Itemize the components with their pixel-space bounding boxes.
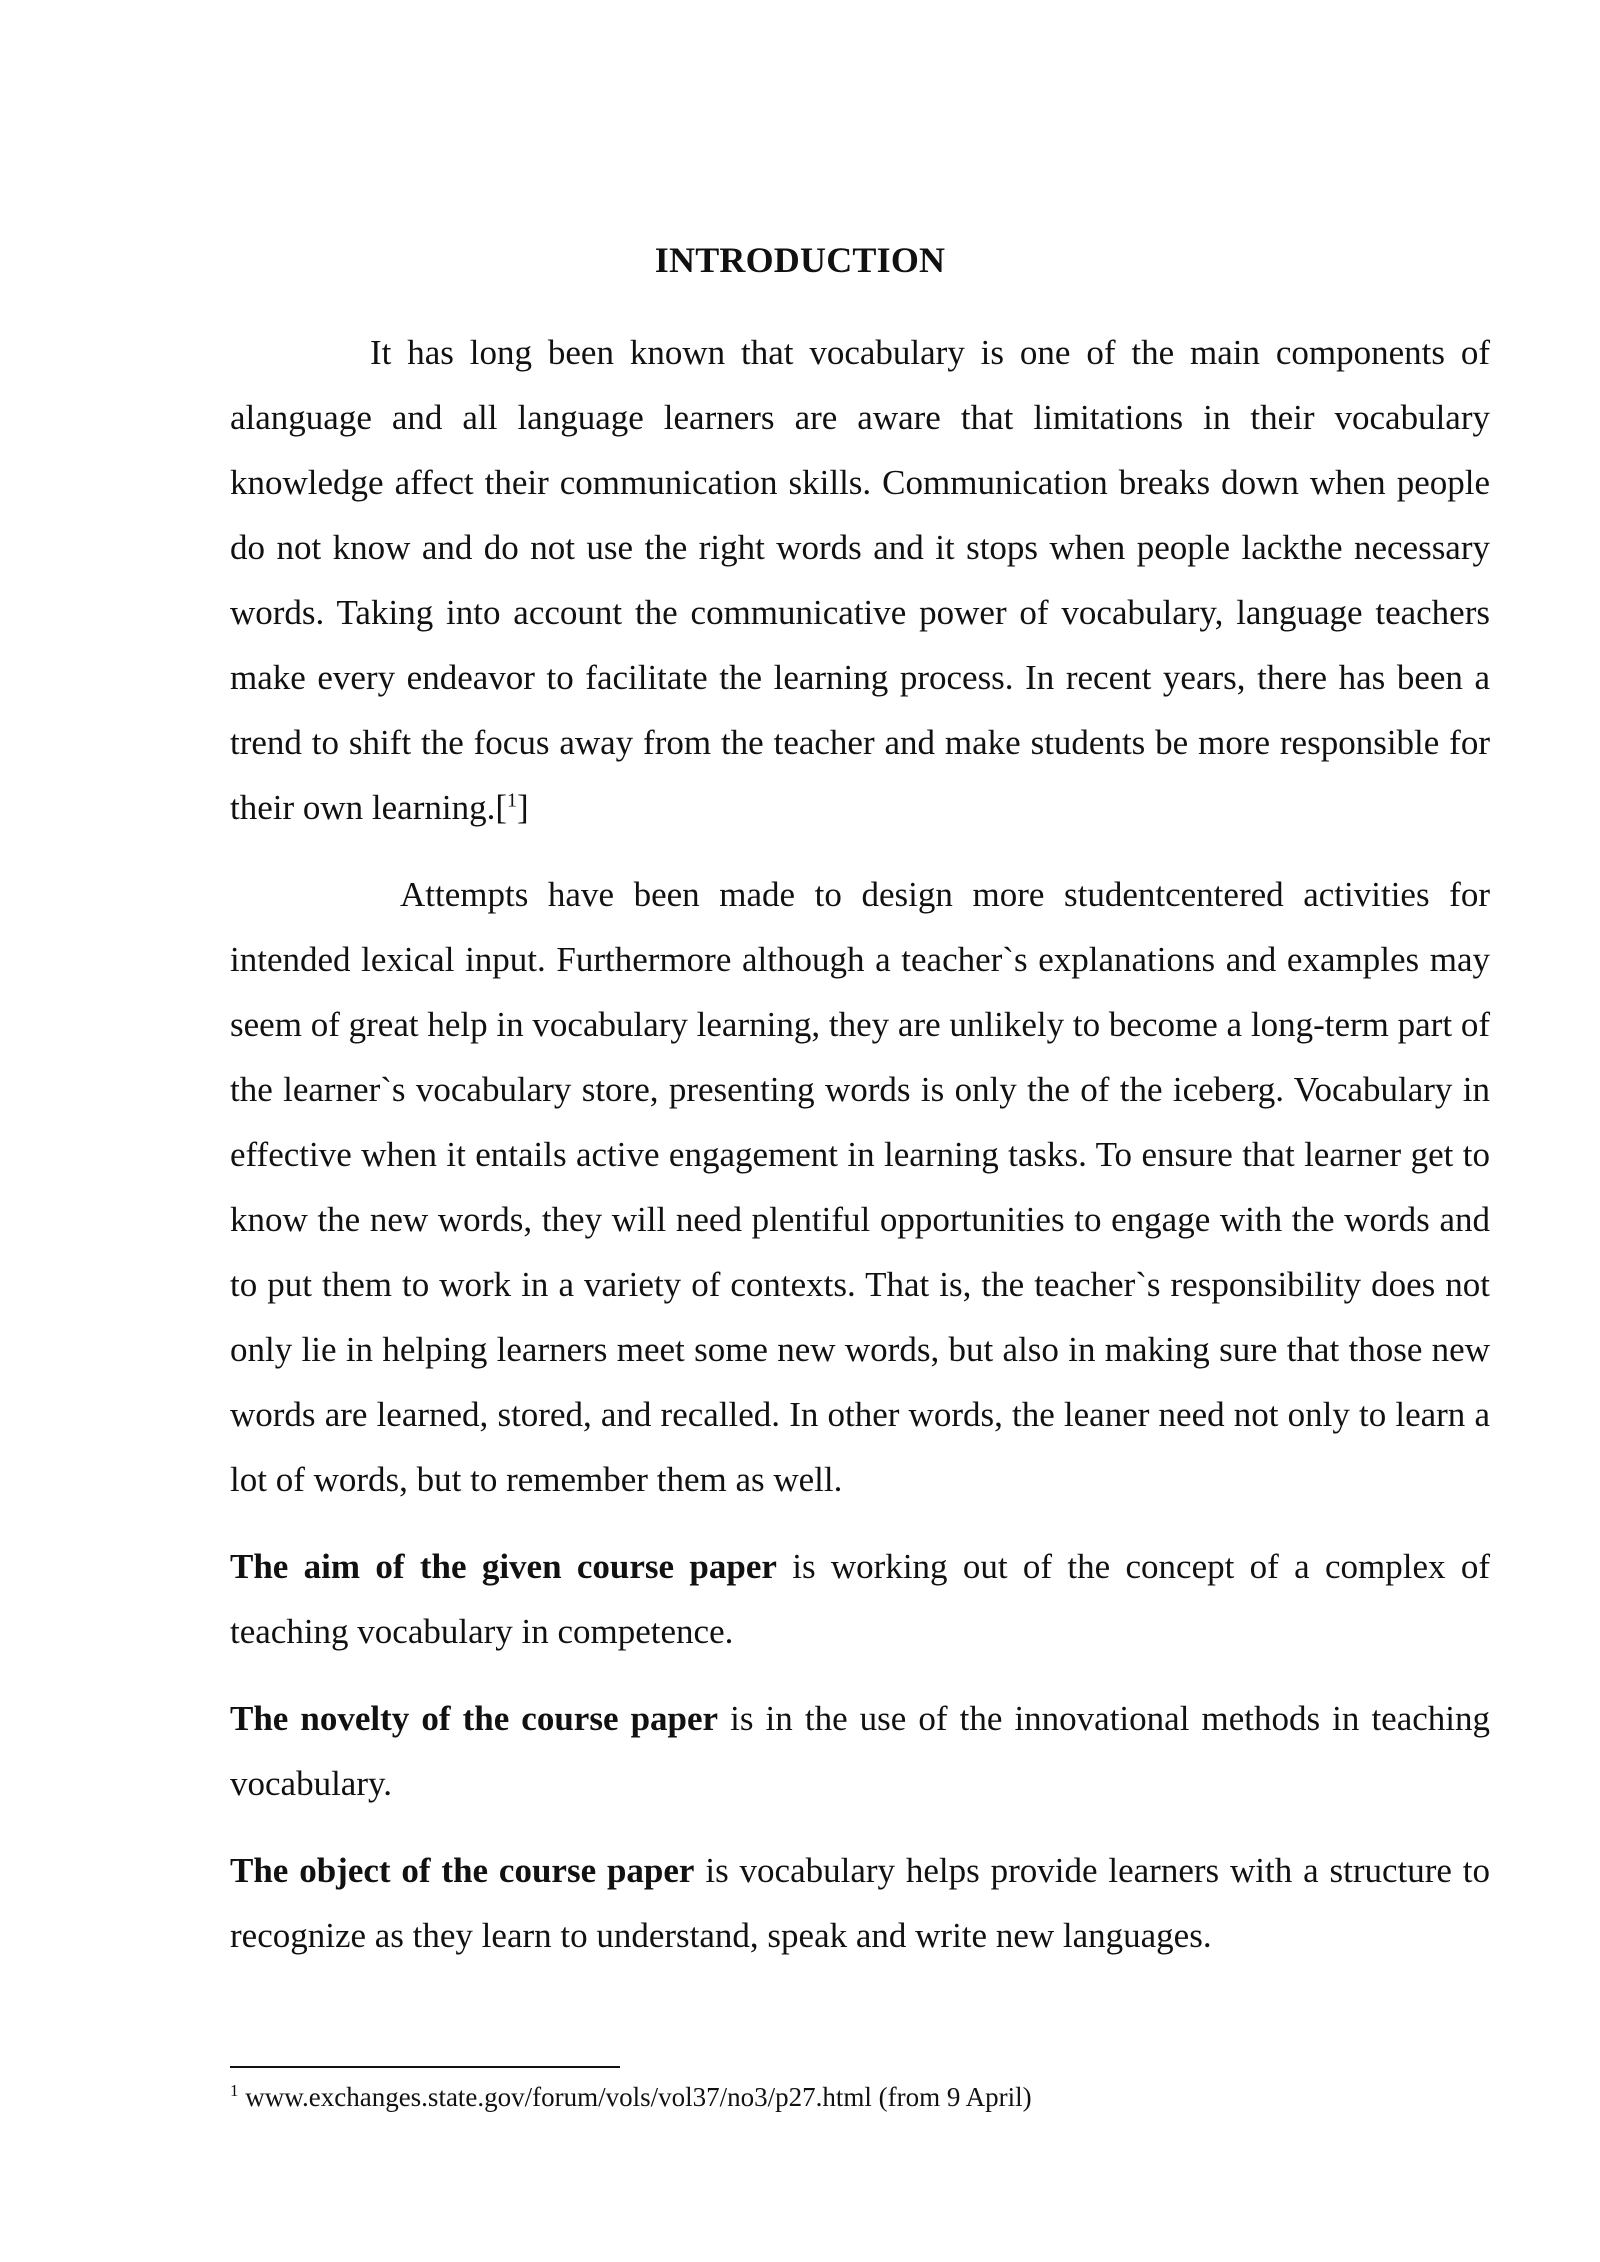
paragraph-intro <box>230 320 1490 840</box>
paragraph-attempts: Attempts have been made to design more studentcentered activities for intended lexical input. Furthermore although a teacher`s explanations and examples may seem of great help in vocabulary learning, they are unlikely to become a long-term part of the learner`s vocabulary store, presenting words is only the of the iceberg. Vocabulary in effective when it entails active engagement in learning tasks. To ensure that learner get to know the new words, they will need plentiful opportunities to engage with the words and to put them to work in a variety of contexts. That is, the teacher`s responsibility does not only lie in helping learners meet some new words, but also in making sure that those new words are learned, stored, and recalled. In other words, the leaner need not only to learn a lot of words, but to remember them as well. <box>230 875 1490 1499</box>
footnote-reference: 1 <box>507 789 517 812</box>
footnote-divider <box>230 2066 620 2068</box>
footnote-mark: 1 <box>230 2081 239 2100</box>
aim-text: is working out of the concept of a complex of teaching vocabulary in competence. <box>230 1547 1490 1651</box>
object-text: is vocabulary helps provide learners with a structure to recognize as they learn to understand, speak and write new languages. <box>230 1851 1491 1955</box>
paragraph-intro-bracket: ] <box>517 788 529 827</box>
paragraph-novelty <box>230 1686 1490 1816</box>
aim-heading: The aim of the given course paper <box>230 1547 777 1586</box>
paragraph-intro-text: It has long been known that vocabulary is one of the main components of alanguage and all language learners are aware that limitations in their vocabulary knowledge affect their communication skills. Communication breaks down when people do not know and do not use the right words and it stops when people lackthe necessary words. Taking into account the communicative power of vocabulary, language teachers make every endeavor to facilitate the learning process. In recent years, there has been a trend to shift the focus away from the teacher and make students be more responsible for their own learning.[ <box>230 333 1490 827</box>
novelty-heading: The novelty of the course paper <box>230 1699 719 1738</box>
footnote-text: www.exchanges.state.gov/forum/vols/vol37/no3/p27.html (from 9 April) <box>238 2082 1032 2112</box>
paragraph-object <box>230 1838 1490 1968</box>
object-heading: The object of the course paper <box>230 1851 695 1890</box>
paragraph-aim <box>230 1534 1490 1664</box>
page-title: INTRODUCTION <box>654 240 946 280</box>
footnote <box>230 2080 1490 2114</box>
body-text <box>230 320 1490 1990</box>
novelty-text: is in the use of the innovational methods in teaching vocabulary. <box>230 1699 1490 1803</box>
